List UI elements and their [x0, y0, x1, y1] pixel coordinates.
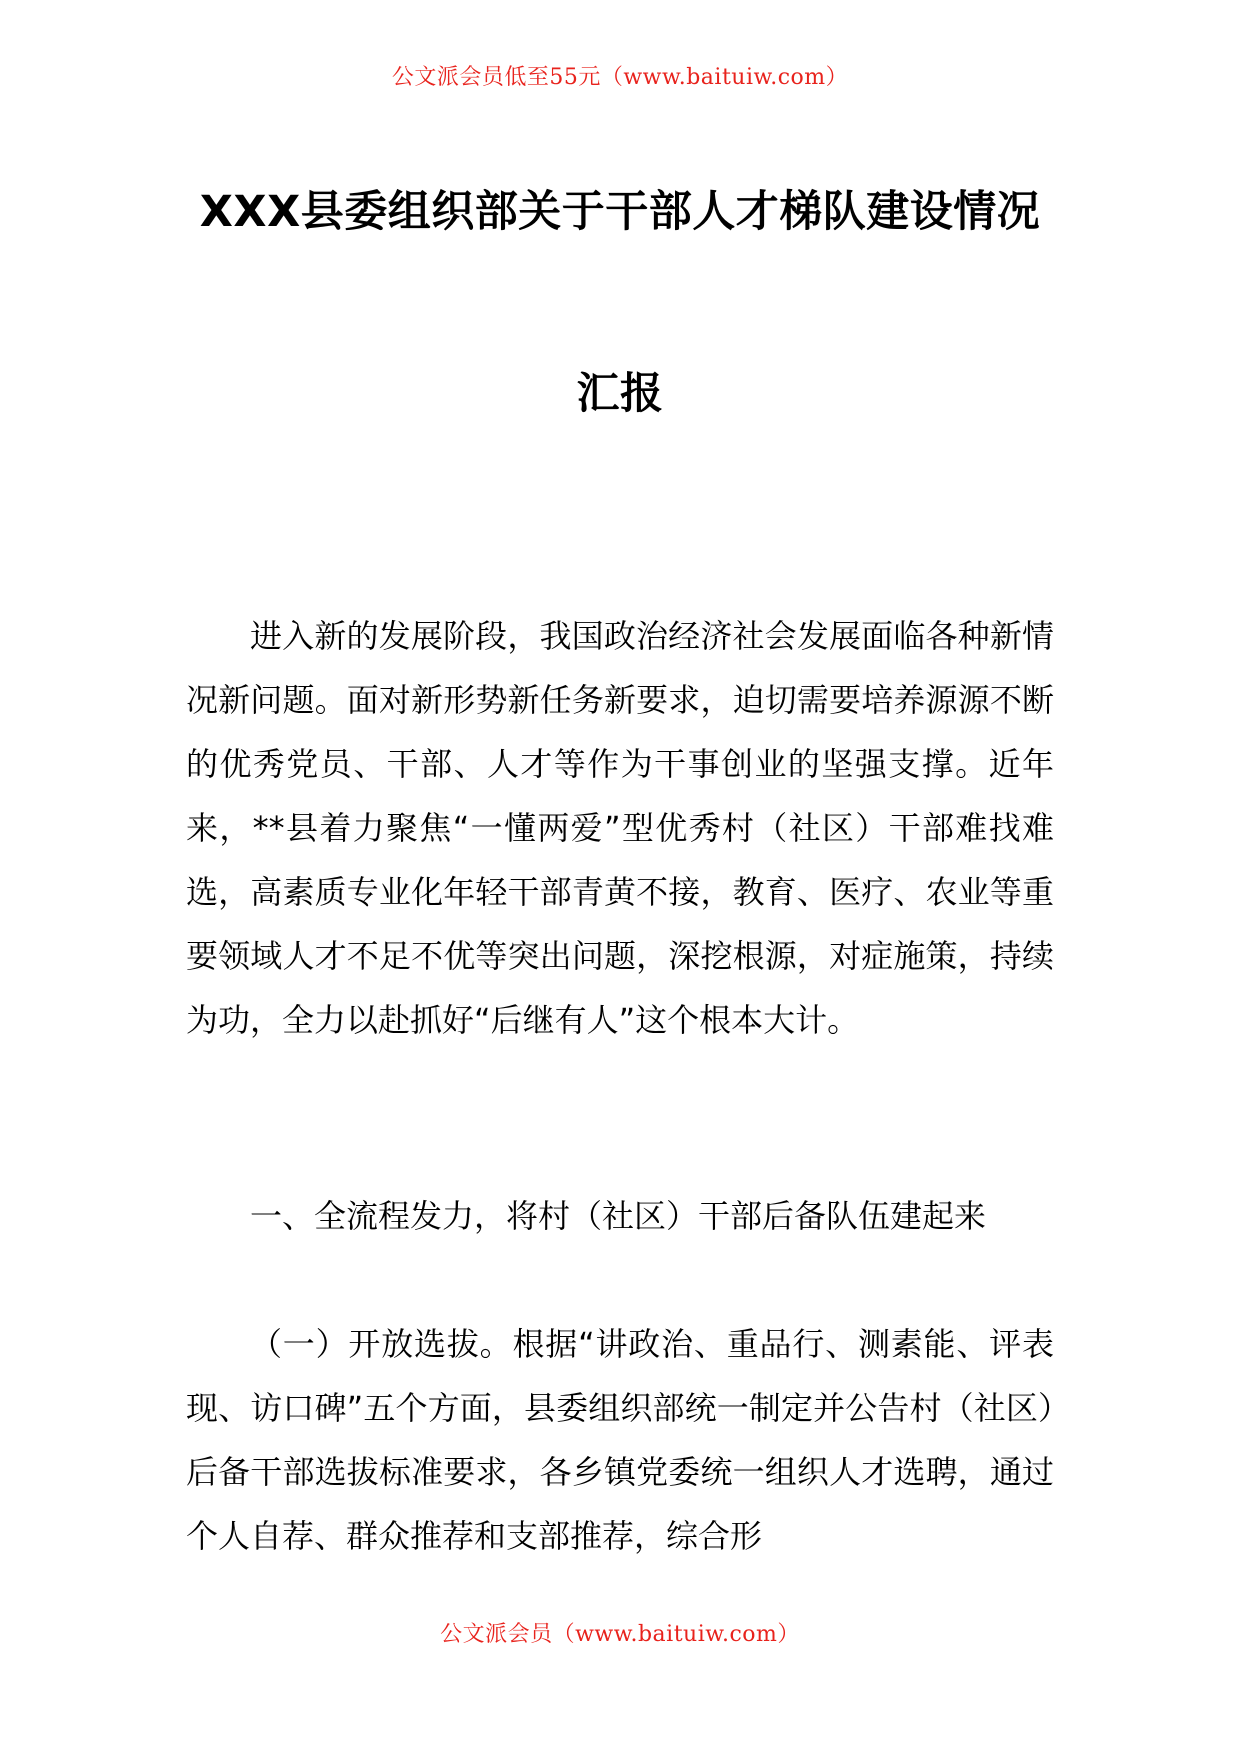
- document-title-line-2: 汇报: [576, 369, 664, 419]
- footer-watermark-note: 公文派会员（www.baituiw.com）: [440, 1622, 800, 1647]
- header-watermark-note: 公文派会员低至55元（www.baituiw.com）: [391, 65, 849, 90]
- section-1-heading: 一、全流程发力，将村（社区）干部后备队伍建起来: [250, 1197, 987, 1235]
- subsection-1-paragraph: （一）开放选拔。根据“讲政治、重品行、测素能、评表现、访口碑”五个方面，县委组织部统一制定并公告村（社区）后备干部选拔标准要求，各乡镇党委统一组织人才选聘，通过个人自荐、群众推荐和支部推荐，综合形: [186, 1325, 1054, 1555]
- document-title-line-1: XXX县委组织部关于干部人才梯队建设情况: [199, 187, 1041, 237]
- intro-paragraph: 进入新的发展阶段，我国政治经济社会发展面临各种新情况新问题。面对新形势新任务新要求，迫切需要培养源源不断的优秀党员、干部、人才等作为干事创业的坚强支撑。近年来，**县着力聚焦“一懂两爱”型优秀村（社区）干部难找难选，高素质专业化年轻干部青黄不接，教育、医疗、农业等重要领域人才不足不优等突出问题，深挖根源，对症施策，持续为功，全力以赴抓好“后继有人”这个根本大计。: [186, 617, 1054, 1039]
